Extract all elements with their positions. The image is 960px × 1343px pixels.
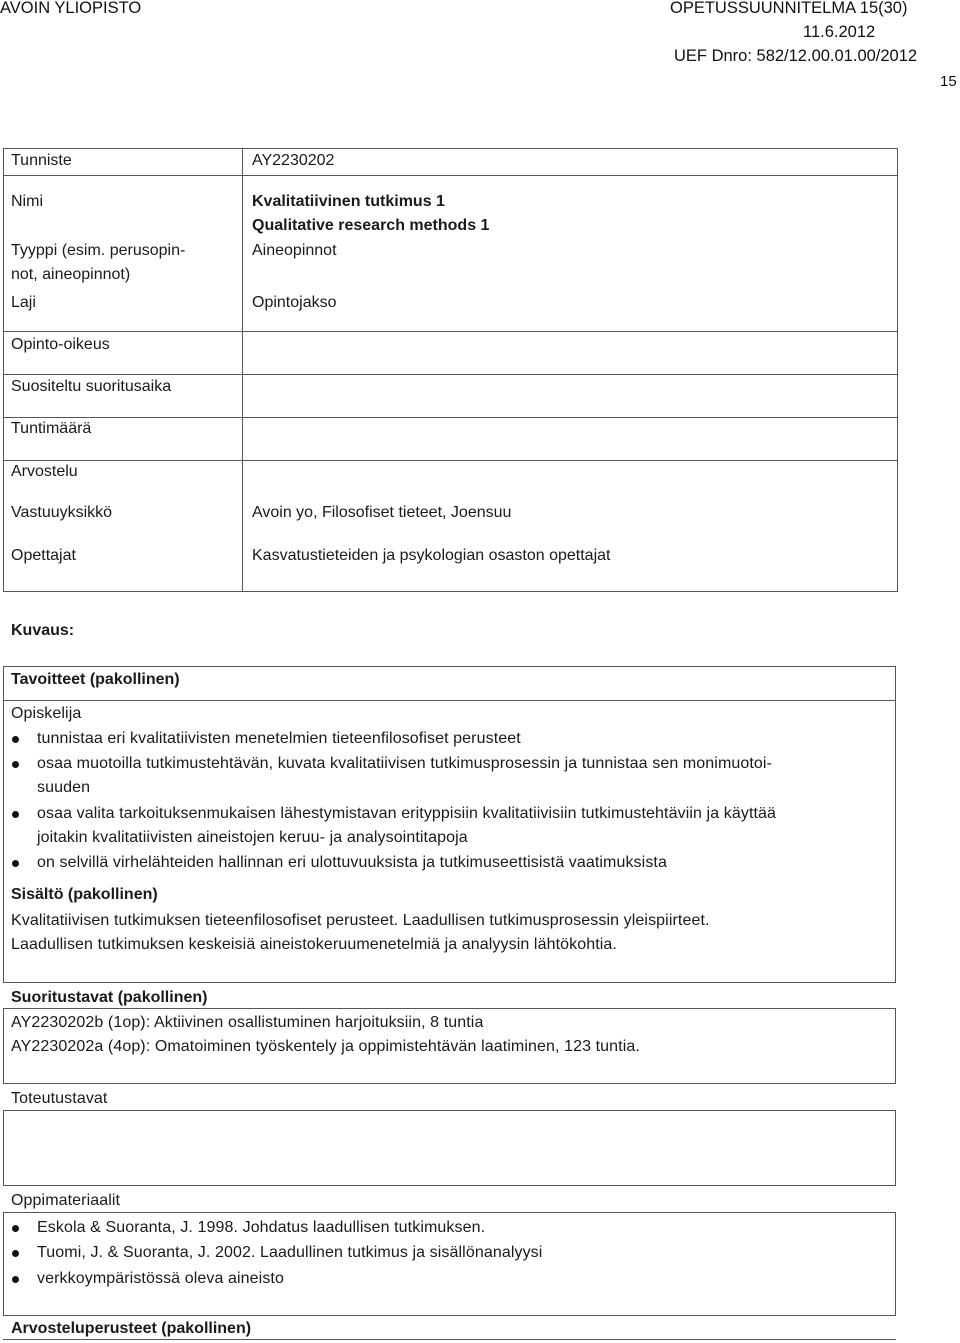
tunniste-label: Tunniste (11, 152, 72, 169)
header-ref: UEF Dnro: 582/12.00.01.00/2012 (674, 47, 918, 65)
vastuuyksikko-value: Avoin yo, Filosofiset tieteet, Joensuu (252, 504, 512, 521)
bullet-icon (12, 1250, 19, 1257)
course-info-table (3, 148, 898, 592)
tuntimaara-label: Tuntimäärä (11, 420, 92, 437)
oppimateriaalit-bullet-3: verkkoympäristössä oleva aineisto (37, 1270, 284, 1287)
sisalto-line2: Laadullisen tutkimuksen keskeisiä aineistokeruumenetelmiä ja analyysin lähtökohtia. (11, 936, 617, 953)
nimi-value-en: Qualitative research methods 1 (252, 217, 490, 234)
arvosteluperusteet-box-top (3, 1339, 896, 1340)
table-row-divider (4, 175, 897, 176)
table-row-divider (4, 331, 897, 332)
table-row-divider (4, 374, 897, 375)
tyyppi-label-line1: Tyyppi (esim. perusopin- (11, 242, 186, 259)
kuvaus-heading: Kuvaus: (11, 622, 75, 639)
bullet-icon (12, 736, 19, 743)
opinto-oikeus-label: Opinto-oikeus (11, 336, 110, 353)
vastuuyksikko-label: Vastuuyksikkö (11, 504, 113, 521)
oppimateriaalit-bullet-1: Eskola & Suoranta, J. 1998. Johdatus laadullisen tutkimuksen. (37, 1219, 486, 1236)
opettajat-value: Kasvatustieteiden ja psykologian osaston opettajat (252, 547, 611, 564)
bullet-icon (12, 1225, 19, 1232)
toteutustavat-heading: Toteutustavat (11, 1090, 108, 1107)
toteutustavat-box (3, 1110, 896, 1186)
box-divider (3, 700, 896, 701)
bullet-icon (12, 811, 19, 818)
oppimateriaalit-bullet-2: Tuomi, J. & Suoranta, J. 2002. Laadullinen tutkimus ja sisällönanalyysi (37, 1244, 543, 1261)
bullet-icon (12, 860, 19, 867)
laji-label: Laji (11, 294, 36, 311)
page-number: 15 (940, 73, 957, 90)
sisalto-heading: Sisältö (pakollinen) (11, 886, 158, 903)
tyyppi-label-line2: not, aineopinnot) (11, 266, 131, 283)
bullet-icon (12, 761, 19, 768)
tyyppi-value: Aineopinnot (252, 242, 337, 259)
sisalto-line1: Kvalitatiivisen tutkimuksen tieteenfilosofiset perusteet. Laadullisen tutkimusprosessin yleispiirteet. (11, 912, 710, 929)
tunniste-value: AY2230202 (252, 152, 335, 169)
table-column-divider (242, 149, 243, 591)
tavoitteet-bullet-2-line2: suuden (37, 779, 91, 796)
tavoitteet-heading: Tavoitteet (pakollinen) (11, 671, 180, 688)
header-doc-title: OPETUSSUUNNITELMA 15(30) (670, 0, 908, 17)
suoritustavat-heading: Suoritustavat (pakollinen) (11, 989, 208, 1006)
tavoitteet-bullet-2-line1: osaa muotoilla tutkimustehtävän, kuvata kvalitatiivisen tutkimusprosessin ja tunnistaa sen monimuotoi- (37, 755, 772, 772)
table-row-divider (4, 460, 897, 461)
tavoitteet-bullet-4: on selvillä virhelähteiden hallinnan eri ulottuvuuksista ja tutkimuseettisistä vaatimuksista (37, 854, 667, 871)
header-date: 11.6.2012 (803, 23, 876, 41)
tavoitteet-bullet-3-line1: osaa valita tarkoituksenmukaisen lähestymistavan erityppisiin kvalitatiivisiin tutkimustehtäviin ja käyttää (37, 805, 777, 822)
suoritustavat-line1: AY2230202b (1op): Aktiivinen osallistuminen harjoituksiin, 8 tuntia (11, 1014, 484, 1031)
laji-value: Opintojakso (252, 294, 337, 311)
tavoitteet-intro: Opiskelija (11, 705, 82, 722)
nimi-value-fi: Kvalitatiivinen tutkimus 1 (252, 193, 445, 210)
bullet-icon (12, 1276, 19, 1283)
suoritustavat-line2: AY2230202a (4op): Omatoiminen työskentely ja oppimistehtävän laatiminen, 123 tuntia. (11, 1038, 640, 1055)
arvosteluperusteet-heading: Arvosteluperusteet (pakollinen) (11, 1320, 252, 1337)
header-org: AVOIN YLIOPISTO (0, 0, 142, 17)
table-row-divider (4, 417, 897, 418)
tavoitteet-bullet-3-line2: joitakin kvalitatiivisten aineistojen keruu- ja analysointitapoja (37, 829, 468, 846)
arvostelu-label: Arvostelu (11, 463, 78, 480)
oppimateriaalit-heading: Oppimateriaalit (11, 1192, 121, 1209)
tavoitteet-bullet-1: tunnistaa eri kvalitatiivisten menetelmien tieteenfilosofiset perusteet (37, 730, 521, 747)
nimi-label: Nimi (11, 193, 43, 210)
suoritusaika-label: Suositeltu suoritusaika (11, 378, 172, 395)
opettajat-label: Opettajat (11, 547, 76, 564)
